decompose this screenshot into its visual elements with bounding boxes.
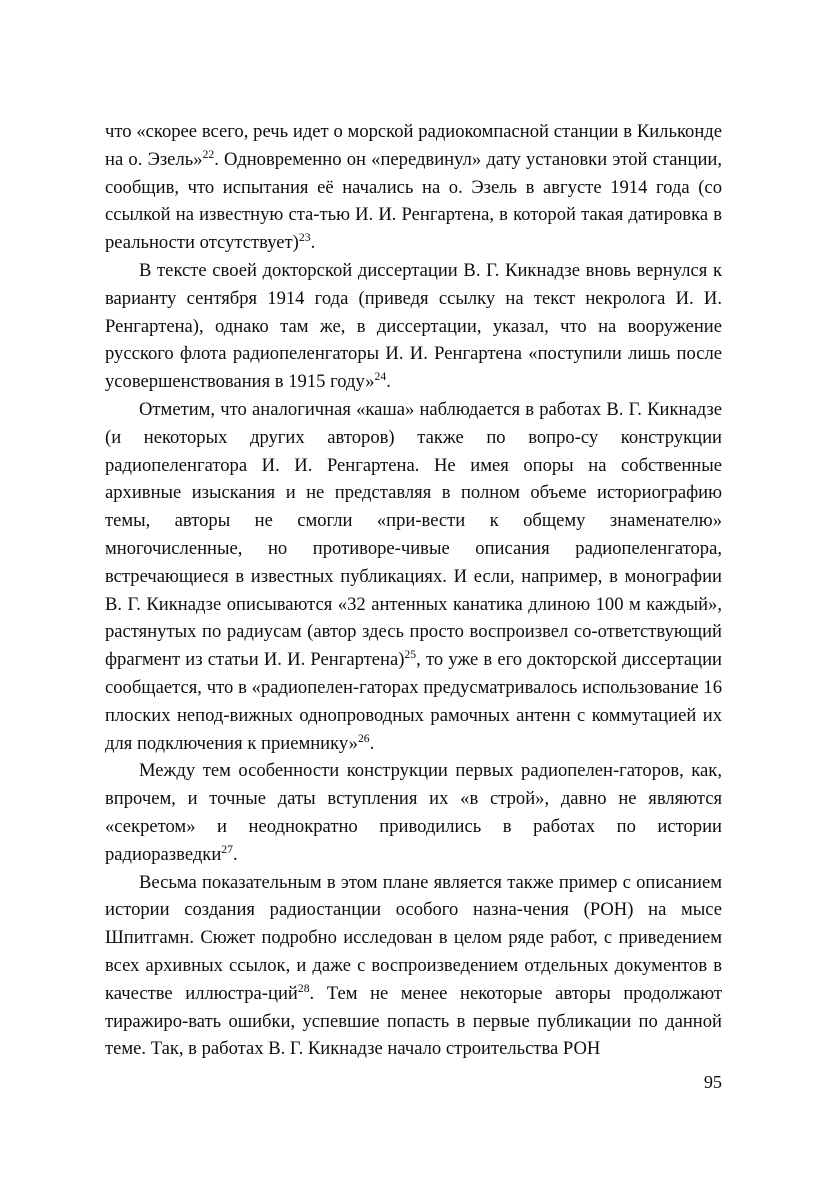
footnote-marker: 25	[404, 647, 417, 661]
text-run: .	[386, 371, 391, 393]
text-run: . Одновременно он «передвинул» дату установки этой станции, сообщив, что испытания её начались на о. Эзель в августе 1914 года (со ссылкой на известную ста-тью И. И. Ренгартена, в которой такая датировка в реальности отсутствует)	[105, 148, 722, 254]
paragraph	[105, 869, 722, 1064]
paragraph	[105, 757, 722, 868]
paragraph	[105, 257, 722, 396]
paragraph	[105, 118, 722, 257]
text-run: Между тем особенности конструкции первых радиопелен-гаторов, как, впрочем, и точные даты вступления их «в строй», давно не являются «секретом» и неоднократно приводились в работах по истории радиоразведки	[105, 760, 722, 865]
paragraph	[105, 396, 722, 757]
body-text	[105, 118, 722, 1063]
footnote-marker: 23	[298, 231, 311, 244]
text-run: .	[232, 843, 238, 865]
text-run: .	[310, 232, 316, 254]
footnote-marker: 27	[221, 842, 233, 856]
text-run: , то уже в его докторской диссертации сообщается, что в «радиопелен-гаторах предусматривалось использование 16 плоских непод-вижных однопроводных рамочных антенн с коммутацией их для подключения к приемнику»	[105, 649, 723, 754]
footnote-marker: 22	[202, 147, 215, 161]
text-run: Отметим, что аналогичная «каша» наблюдается в работах В. Г. Кикнадзе (и некоторых других авторов) также по вопро-су конструкции радиопеленгатора И. И. Ренгартена. Не имея опоры на собственные архивные изыскания и не представляя в полном объеме историографию темы, авторы не смогли «при-вести к общему знаменателю» многочисленные, но противоре-чивые описания радиопеленгатора, встречающиеся в известных публикациях. И если, например, в монографии В. Г. Кикнадзе описываются «32 антенных канатика длиною 100 м каждый», растянутых по радиусам (автор здесь просто воспроизвел со-ответствующий фрагмент из статьи И. И. Ренгартена)	[105, 398, 722, 671]
text-run: что «скорее всего, речь идет о морской радиокомпасной станции в Кильконде на о. Эзель»	[105, 121, 722, 170]
page-number: 95	[703, 1072, 722, 1092]
footnote-marker: 24	[374, 369, 387, 383]
footnote-marker: 26	[357, 731, 370, 745]
text-run: . Тем не менее некоторые авторы продолжают тиражиро-вать ошибки, успевшие попасть в первые публикации по данной теме. Так, в работах В. Г. Кикнадзе начало строительства РОН	[105, 982, 722, 1060]
text-run: Весьма показательным в этом плане является также пример с описанием истории создания радиостанции особого назна-чения (РОН) на мысе Шпитгамн. Сюжет подробно исследован в целом ряде работ, с приведением всех архивных ссылок, и даже с воспроизведением отдельных документов в качестве иллюстра-ций	[105, 871, 722, 1004]
footnote-marker: 28	[297, 981, 310, 995]
text-run: .	[369, 732, 375, 754]
text-run: В тексте своей докторской диссертации В. Г. Кикнадзе вновь вернулся к варианту сентября 1914 года (приведя ссылку на текст некролога И. И. Ренгартена), однако там же, в диссертации, указал, что на вооружение русского флота радиопеленгаторы И. И. Ренгартена «поступили лишь после усовершенствования в 1915 году»	[105, 259, 722, 393]
